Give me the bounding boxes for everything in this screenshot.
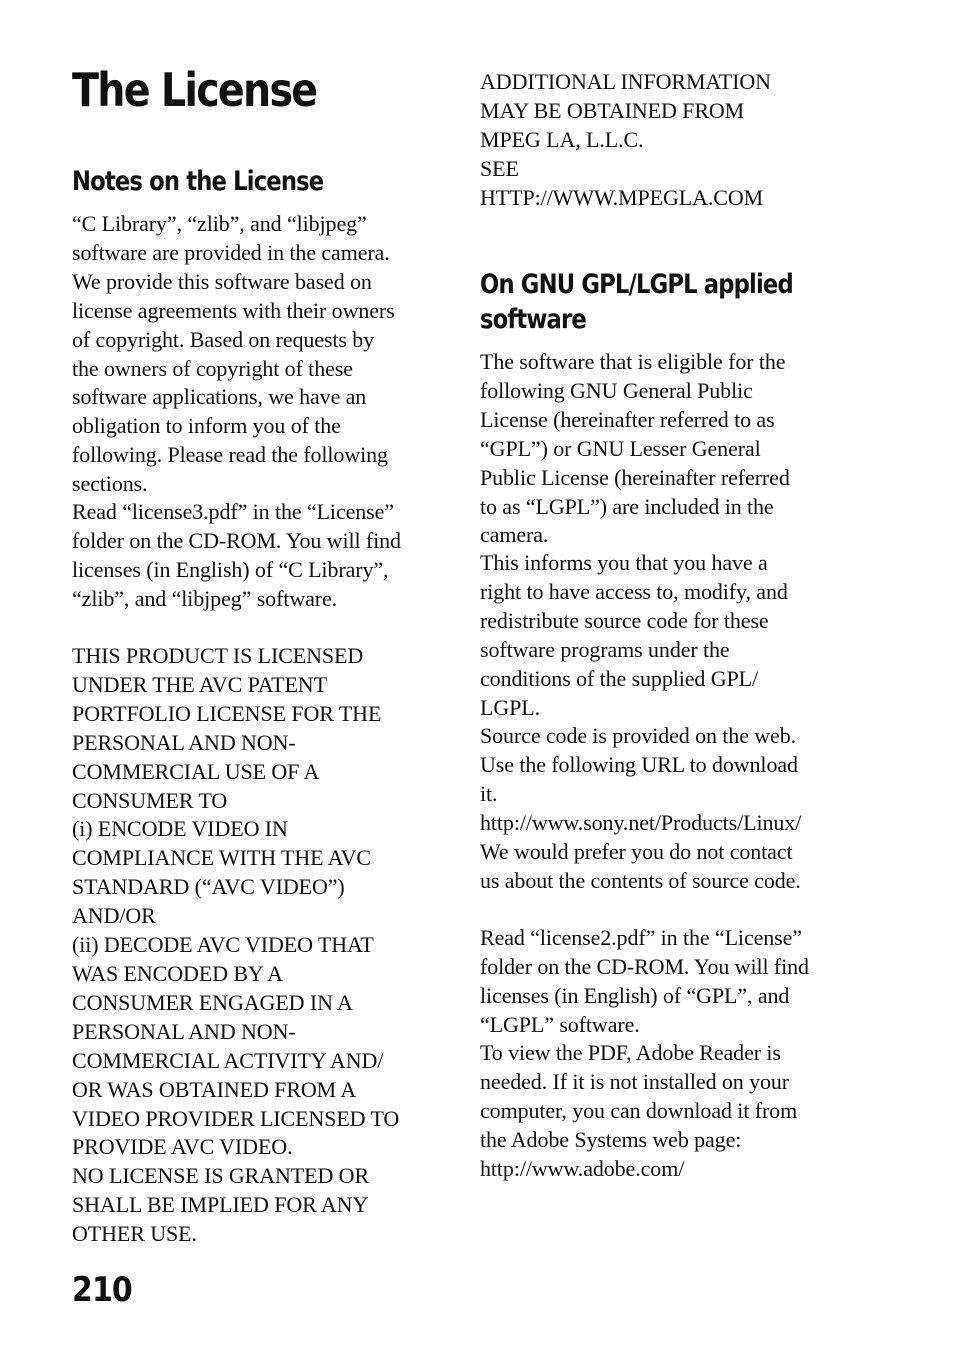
page-number: 210 (72, 1270, 132, 1310)
gpl-heading-line-2: software (480, 304, 586, 335)
adobe-reader-paragraph: To view the PDF, Adobe Reader is needed. If it is not installed on your computer, you can download it from the Adobe Systems web page: http://www.adobe.com/ (480, 1040, 798, 1181)
notes-paragraph: “C Library”, “zlib”, and “libjpeg” software are provided in the camera. We provide this software based on license agreements with their owners of copyright. Based on requests by the owners of copyright of these software applications, we have an obligation to inform you of the following. Please read the following sections. (72, 211, 395, 497)
avc-license-notice: THIS PRODUCT IS LICENSED UNDER THE AVC PATENT PORTFOLIO LICENSE FOR THE PERSONAL AND NON- COMMERCIAL USE OF A CONSUMER TO (i) ENCODE VIDEO IN COMPLIANCE WITH THE AVC STANDARD (“AVC VIDEO”) AND/OR (ii) DECODE AVC VIDEO THAT WAS ENCODED BY A CONSUMER ENGAGED IN A PERSONAL AND NON- COMMERCIAL ACTIVITY AND/ OR WAS OBTAINED FROM A VIDEO PROVIDER LICENSED TO PROVIDE AVC VIDEO. NO LICENSE IS GRANTED OR SHALL BE IMPLIED FOR ANY OTHER USE. (72, 643, 400, 1247)
gpl-paragraph: The software that is eligible for the following GNU General Public License (hereinafter referred to as “GPL”) or GNU Lesser General Public License (hereinafter referred to as “LGPL”) are included in the camera. (480, 349, 790, 548)
license2-paragraph: Read “license2.pdf” in the “License” folder on the CD-ROM. You will find licenses (in English) of “GPL”, and “LGPL” software. (480, 925, 809, 1037)
gpl-rights-paragraph: This informs you that you have a right to have access to, modify, and redistribute source code for these software programs under the conditions of the supplied GPL/ LGPL. (480, 550, 788, 720)
source-code-paragraph: Source code is provided on the web. Use the following URL to download it. http://www.sony.net/Products/Linux/ We would prefer you do not contact us about the contents of source code. (480, 723, 802, 893)
page-title: The License (72, 63, 317, 117)
license3-paragraph: Read “license3.pdf” in the “License” folder on the CD-ROM. You will find licenses (in English) of “C Library”, “zlib”, and “libjpeg” software. (72, 499, 401, 611)
gpl-heading-line-1: On GNU GPL/LGPL applied (480, 269, 793, 300)
notes-heading: Notes on the License (72, 166, 324, 197)
mpeg-la-info: ADDITIONAL INFORMATION MAY BE OBTAINED FROM MPEG LA, L.L.C. SEE HTTP://WWW.MPEGLA.COM (480, 69, 771, 210)
